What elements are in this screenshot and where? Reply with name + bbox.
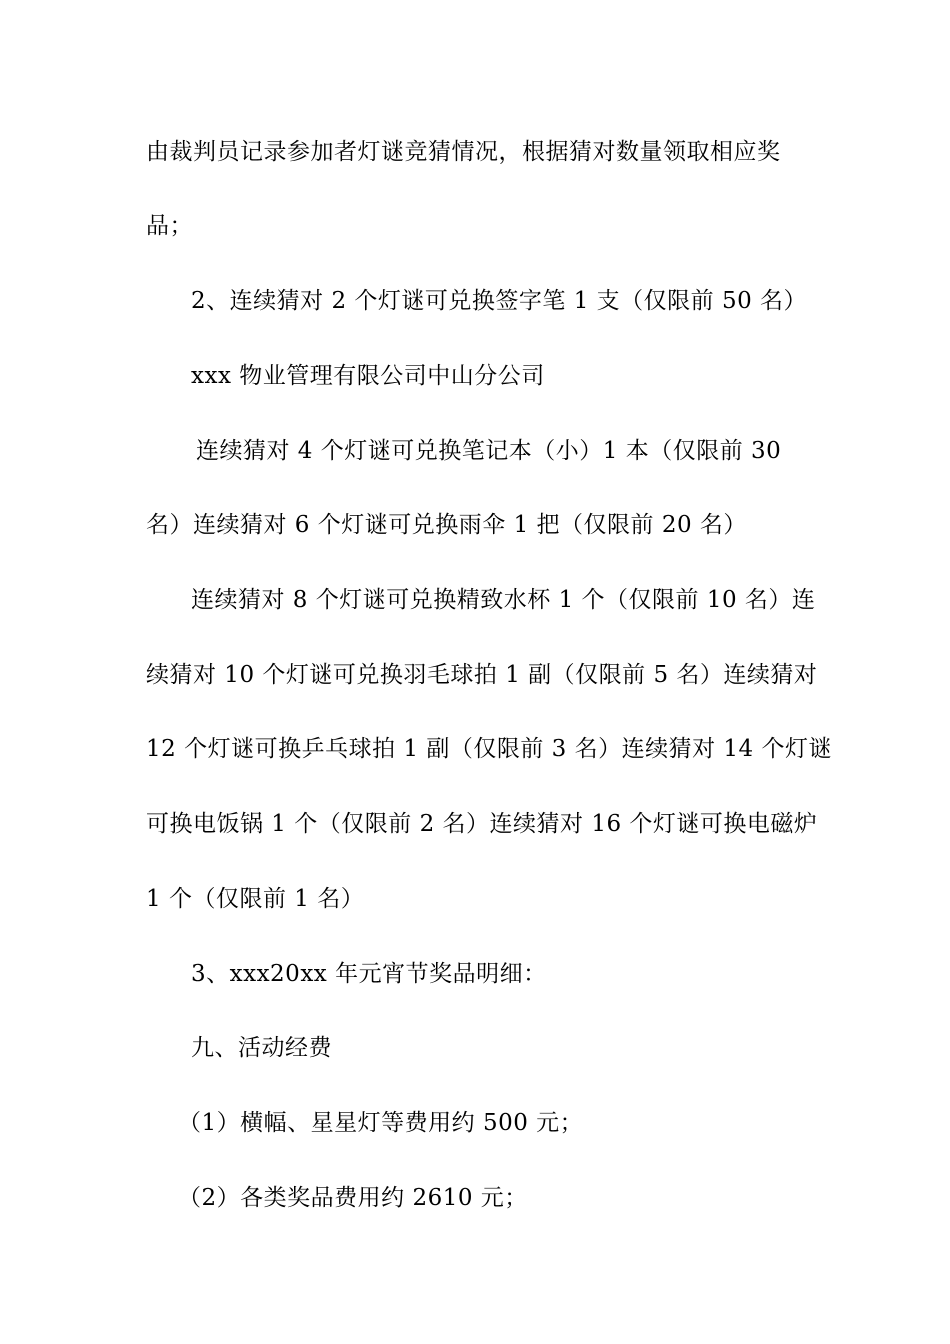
text-line-10: 可换电饭锅 1 个（仅限前 2 名）连续猜对 16 个灯谜可换电磁炉 bbox=[146, 811, 818, 837]
text-line-6: 名）连续猜对 6 个灯谜可兑换雨伞 1 把（仅限前 20 名） bbox=[146, 512, 747, 538]
text-line-4: xxx 物业管理有限公司中山分公司 bbox=[191, 363, 545, 389]
section-heading-funding: 九、活动经费 bbox=[191, 1035, 332, 1061]
text-line-14: （1）横幅、星星灯等费用约 500 元； bbox=[178, 1110, 584, 1136]
text-line-8: 续猜对 10 个灯谜可兑换羽毛球拍 1 副（仅限前 5 名）连续猜对 bbox=[146, 662, 818, 688]
text-line-11: 1 个（仅限前 1 名） bbox=[146, 886, 365, 912]
text-line-15: （2）各类奖品费用约 2610 元； bbox=[178, 1185, 528, 1211]
text-line-12: 3、xxx20xx 年元宵节奖品明细： bbox=[191, 961, 547, 987]
text-line-7: 连续猜对 8 个灯谜可兑换精致水杯 1 个（仅限前 10 名）连 bbox=[191, 587, 816, 613]
text-line-3: 2、连续猜对 2 个灯谜可兑换签字笔 1 支（仅限前 50 名） bbox=[191, 288, 808, 314]
text-line-1: 由裁判员记录参加者灯谜竞猜情况，根据猜对数量领取相应奖 bbox=[146, 139, 781, 165]
text-line-2: 品； bbox=[146, 213, 193, 239]
text-line-5: 连续猜对 4 个灯谜可兑换笔记本（小）1 本（仅限前 30 bbox=[196, 438, 782, 464]
text-line-9: 12 个灯谜可换乒乓球拍 1 副（仅限前 3 名）连续猜对 14 个灯谜 bbox=[146, 736, 832, 762]
